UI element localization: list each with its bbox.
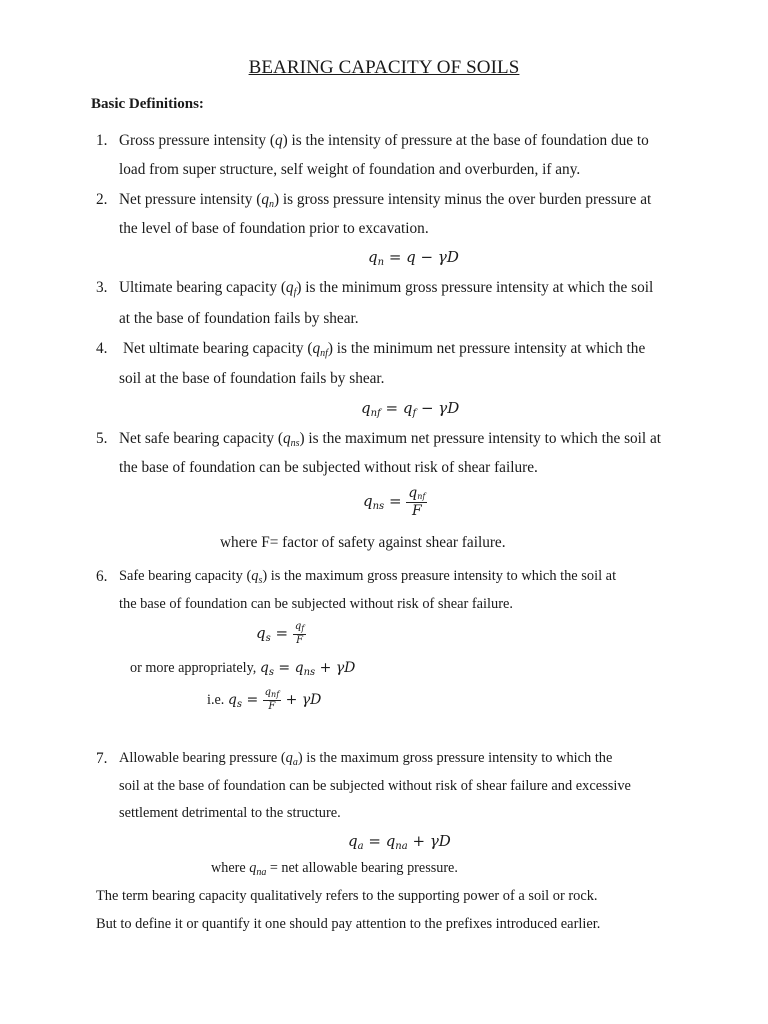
item-6-note-line-1 [130, 661, 355, 678]
closing-line-2: But to define it or quantify it one should pay attention to the prefixes introduced earlier. [96, 916, 601, 932]
item-3-line-2: at the base of foundation fails by shear. [119, 310, 359, 327]
item-number: 6. [96, 568, 108, 585]
definition-text: is the maximum gross preasure intensity to which the soil at [270, 568, 617, 584]
note-rest: = net allowable bearing pressure. [269, 860, 458, 876]
term: Ultimate bearing capacity [119, 279, 277, 296]
item-4-line-2: soil at the base of foundation fails by shear. [119, 370, 385, 387]
symbol-subscript: ns [290, 438, 300, 449]
symbol-subscript: s [258, 575, 263, 586]
symbol: q [285, 279, 294, 296]
symbol: q [251, 568, 259, 584]
note-where: where [211, 860, 246, 876]
item-5-line-1: Net safe bearing capacity $(q_{ns})$ is the maximum net pressure intensity to which the soil at [119, 430, 662, 449]
symbol: q [274, 132, 283, 149]
term: Net ultimate bearing capacity [123, 340, 304, 357]
term: Safe bearing capacity [119, 568, 243, 584]
equation-qa: $q_a = q_{na} + \gamma D$ [348, 832, 451, 852]
item-7-line-3: settlement detrimental to the structure. [119, 805, 341, 821]
definition-text: is gross pressure intensity minus the over burden pressure at [282, 191, 652, 208]
definition-text: is the intensity of pressure at the base of foundation due to [291, 132, 649, 149]
item-6-line-1: Safe bearing capacity $(q_s)$ is the maximum gross preasure intensity to which the soil at [119, 568, 617, 586]
item-number: 7. [96, 750, 108, 767]
symbol: q [282, 430, 291, 447]
closing-line-1: The term bearing capacity qualitatively refers to the supporting power of a soil or rock. [96, 888, 598, 904]
term: Allowable bearing pressure [119, 750, 278, 766]
section-heading: Basic Definitions: [91, 96, 204, 112]
item-1-line-2: load from super structure, self weight of foundation and overburden, if any. [119, 161, 581, 178]
term: Net safe bearing capacity [119, 430, 275, 447]
symbol: q [312, 340, 321, 357]
equation-qnf: $q_{nf} = q_f - \gamma D$ [361, 399, 460, 419]
item-7-line-2: soil at the base of foundation can be subjected without risk of shear failure and excessive [119, 778, 631, 794]
symbol-subscript: a [292, 757, 298, 768]
item-number: 1. [96, 132, 108, 149]
equation-qn: $q_n = q - \gamma D$ [368, 248, 459, 268]
definition-text: is the maximum gross pressure intensity to which the [306, 750, 613, 766]
note-ie: i.e. [207, 692, 225, 708]
item-number: 4. [96, 340, 108, 357]
symbol: q [261, 191, 269, 208]
item-6-line-2: the base of foundation can be subjected without risk of shear failure. [119, 596, 514, 612]
note-prefix: or more appropriately, [130, 660, 257, 676]
item-number: 3. [96, 279, 108, 296]
item-7-note: where $q_{na}$ = net allowable bearing pressure. [211, 860, 458, 878]
item-2-line-1: Net pressure intensity $(q_n)$ is gross pressure intensity minus the over burden pressure at [119, 191, 652, 210]
item-7-line-1: Allowable bearing pressure $(q_a)$ is the maximum gross pressure intensity to which the [119, 750, 613, 768]
symbol-subscript: f [293, 287, 297, 298]
item-5-line-2: the base of foundation can be subjected without risk of shear failure. [119, 459, 538, 476]
item-4-line-1: Net ultimate bearing capacity $(q_{nf})$ is the minimum net pressure intensity at which the [123, 340, 646, 359]
symbol-subscript: n [268, 199, 274, 210]
term: Gross pressure intensity [119, 132, 267, 149]
item-3-line-1: Ultimate bearing capacity $(q_f)$ is the minimum gross pressure intensity at which the soil [119, 279, 654, 298]
item-2-line-2: the level of base of foundation prior to excavation. [119, 220, 429, 237]
page-title: BEARING CAPACITY OF SOILS [248, 57, 520, 78]
definition-text: is the minimum gross pressure intensity at which the soil [305, 279, 654, 296]
symbol: q [285, 750, 293, 766]
item-number: 5. [96, 430, 108, 447]
item-6-note-line-2 [207, 688, 321, 712]
item-number: 2. [96, 191, 108, 208]
term: Net pressure intensity [119, 191, 253, 208]
equation-qs-alt: $q_s = q_{ns} + \gamma D$ [259, 660, 356, 678]
equation-qs: $q_s$ = $\frac{q_f}{F}$ [256, 621, 305, 646]
item-1-line-1: Gross pressure intensity (q) is the intensity of pressure at the base of foundation due to [119, 132, 649, 149]
symbol-subscript: nf [320, 348, 328, 359]
equation-qns: $q_{ns}$ = $\frac{q_{nf}}{F}$ [363, 485, 426, 519]
equation-qs-expanded: $q_s$ = $\frac{q_{nf}}{F}$ + γD [227, 687, 322, 712]
definition-text: is the minimum net pressure intensity at which the [336, 340, 646, 357]
item-5-note: where F= factor of safety against shear failure. [220, 534, 506, 551]
definition-text: is the maximum net pressure intensity to which the soil at [308, 430, 662, 447]
